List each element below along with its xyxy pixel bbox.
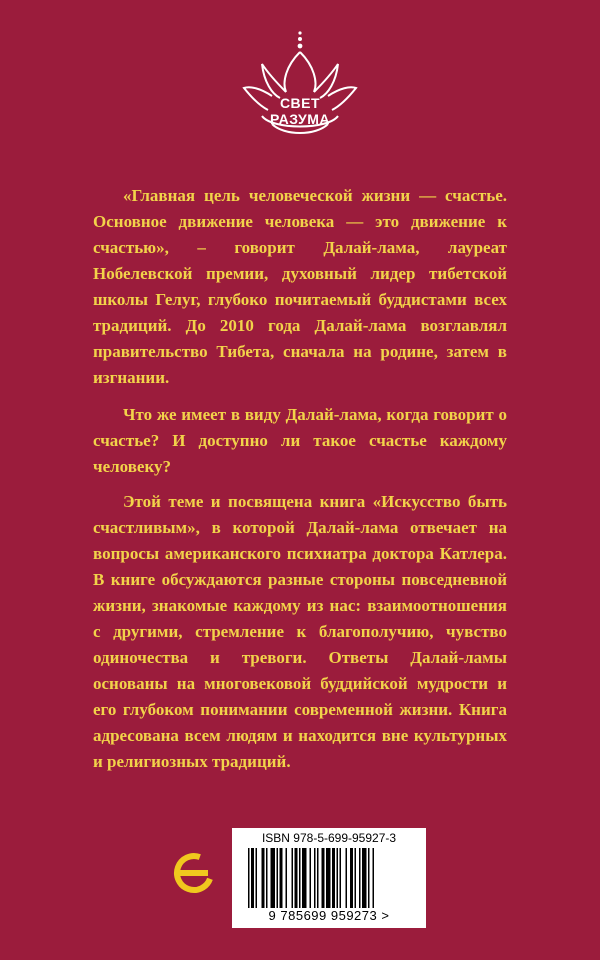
barcode-digits: 9 785699 959273 > [268,908,390,923]
barcode-bar [256,848,258,908]
publisher-e-icon [172,851,216,895]
barcode-bar [262,848,265,908]
barcode-bar [350,848,353,908]
isbn-label: ISBN 978-5-699-95927-3 [261,831,397,845]
barcode-bar [314,848,316,908]
barcode-bar [310,848,312,908]
paragraph-3: Этой теме и посвящена книга «Искусство быть счастливым», в которой Далай-лама отвечает на вопросы американского психиатра доктора Катлера. В книге обсуждаются разные стороны повседневной жизни, знакомые каждому из нас: взаимоотношения с другими, стремление к благополучию, чувство одиночества и тревоги. Ответы Далай-ламы основаны на многовековой буддийской мудрости и его глубоком понимании современной жизни. Книга адресована всем людям и находится вне культурных и религиозных традиций. [93,492,507,771]
barcode-bars [248,848,412,908]
barcode-bar [332,848,335,908]
barcode-bar [295,848,298,908]
series-logo-line1: СВЕТ [279,95,321,111]
barcode-bar [286,848,288,908]
barcode-bar [368,848,370,908]
barcode-bar [322,848,325,908]
paragraph-2: Что же имеет в виду Далай-лама, когда говорит о счастье? И доступно ли такое счастье каждому человеку? [93,405,507,476]
barcode-bar [271,848,276,908]
series-logo [242,30,358,140]
paragraph-1: «Главная цель человеческой жизни — счастье. Основное движение человека — это движение к счастью», – говорит Далай-лама, лауреат Нобелевской премии, духовный лидер тибетской школы Гелуг, глубоко почитаемый буддистами всех традиций. До 2010 года Далай-лама возглавлял правительство Тибета, сначала на родине, затем в изгнании. [93,186,507,387]
barcode-bar [326,848,331,908]
barcode-bar [277,848,279,908]
barcode-bar [292,848,294,908]
barcode-bar [362,848,367,908]
barcode [232,828,426,928]
barcode-bar [248,848,250,908]
barcode-bar [359,848,361,908]
barcode-bar [337,848,339,908]
barcode-bar [355,848,357,908]
barcode-bar [346,848,348,908]
barcode-bar [302,848,307,908]
series-logo-line2: РАЗУМА [270,111,330,127]
barcode-bar [280,848,283,908]
barcode-bar [373,848,375,908]
publisher-logo [172,851,216,895]
barcode-bar [251,848,254,908]
barcode-bar [317,848,319,908]
barcode-bar [299,848,301,908]
barcode-bar [266,848,268,908]
barcode-bar [340,848,342,908]
